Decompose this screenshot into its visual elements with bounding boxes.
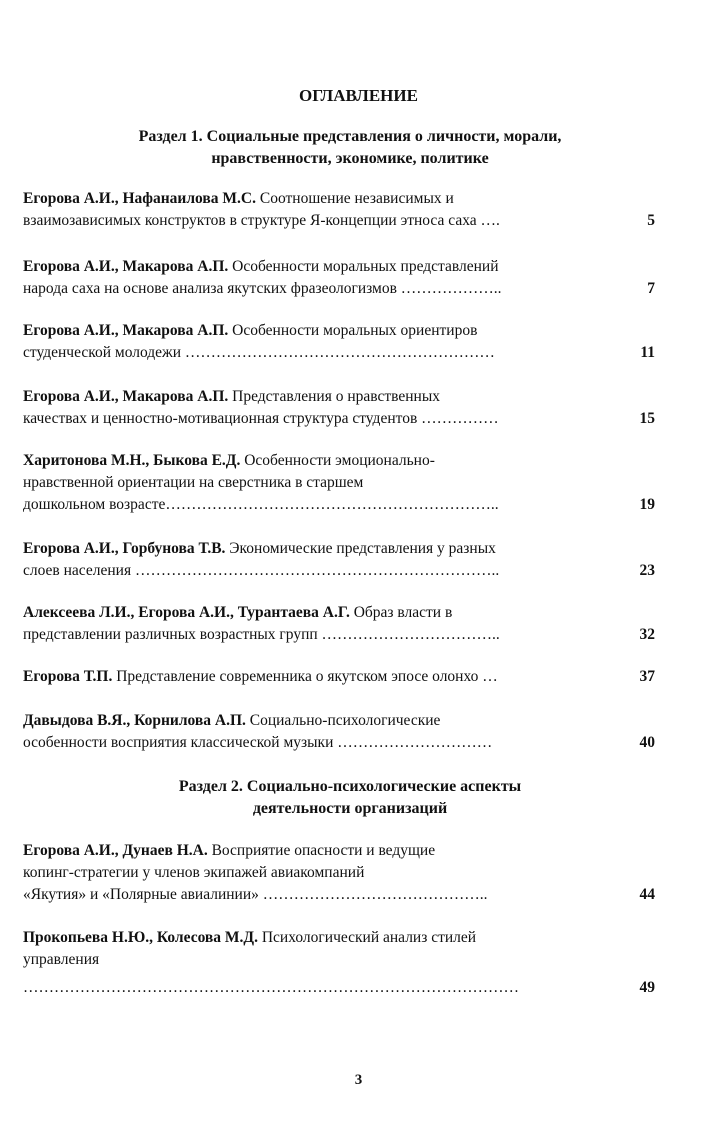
toc-entry[interactable] [23, 320, 655, 364]
entry-title-continued: нравственной ориентации на сверстника в старшем [23, 474, 364, 491]
entry-authors: Егорова А.И., Дунаев Н.А. [23, 842, 208, 859]
entry-authors: Давыдова В.Я., Корнилова А.П. [23, 712, 246, 729]
toc-entry[interactable] [23, 450, 655, 516]
page-number: 3 [354, 1072, 363, 1088]
toc-entry[interactable] [23, 666, 655, 688]
entry-page-number: 19 [639, 496, 655, 513]
toc-entry[interactable] [23, 602, 655, 646]
entry-title: Особенности эмоционально- [240, 452, 435, 469]
section-heading-line: нравственности, экономике, политике [211, 150, 489, 167]
entry-title-end: представлении различных возрастных групп …………………………….. [23, 626, 500, 643]
entry-title: Восприятие опасности и ведущие [207, 842, 436, 859]
entry-title-end: дошкольном возрасте……………………………………………………….. [23, 496, 499, 513]
entry-authors: Егорова А.И., Нафанаилова М.С. [23, 190, 256, 207]
section-heading-line: Раздел 2. Социально-психологические аспекты [178, 778, 522, 795]
toc-entry[interactable] [23, 256, 655, 300]
entry-title-end: студенческой молодежи …………………………………………………… [23, 344, 495, 361]
entry-title: Представления о нравственных [228, 388, 440, 405]
entry-title-continued: копинг-стратегии у членов экипажей авиакомпаний [23, 864, 365, 881]
section-heading-line: деятельности организаций [252, 800, 448, 817]
entry-page-number: 40 [639, 734, 655, 751]
entry-title-end: народа саха на основе анализа якутских фразеологизмов ……………….. [23, 280, 502, 297]
entry-title: Психологический анализ стилей [257, 929, 477, 946]
entry-authors: Алексеева Л.И., Егорова А.И., Турантаева А.Г. [23, 604, 350, 621]
section-heading-line: Раздел 1. Социальные представления о личности, морали, [138, 128, 562, 145]
entry-page-number: 11 [640, 344, 655, 361]
entry-title: Социально-психологические [245, 712, 441, 729]
entry-leader-dots: …………………………………………………………………………………… [23, 979, 519, 996]
toc-entry[interactable] [23, 188, 655, 232]
toc-title: ОГЛАВЛЕНИЕ [299, 86, 418, 105]
entry-authors: Егорова А.И., Макарова А.П. [23, 388, 229, 405]
entry-authors: Егорова А.И., Макарова А.П. [23, 322, 229, 339]
entry-page-number: 44 [639, 886, 655, 903]
toc-entry[interactable] [23, 538, 655, 582]
entry-title-end: взаимозависимых конструктов в структуре Я-концепции этноса саха …. [23, 212, 500, 229]
section-1-heading [30, 126, 670, 170]
toc-entry[interactable] [23, 927, 655, 999]
entry-title: Экономические представления у разных [225, 540, 496, 557]
entry-page-number: 15 [639, 410, 655, 427]
entry-authors: Егорова А.И., Горбунова Т.В. [23, 540, 226, 557]
entry-title: Соотношение независимых и [256, 190, 454, 207]
entry-page-number: 49 [639, 979, 655, 996]
entry-title-end: «Якутия» и «Полярные авиалинии» …………………………………….. [23, 886, 488, 903]
entry-authors: Прокопьева Н.Ю., Колесова М.Д. [23, 929, 258, 946]
entry-title: Представление современника о якутском эпосе олонхо … [112, 668, 498, 685]
entry-title: Образ власти в [349, 604, 453, 621]
entry-title-end: слоев населения …………………………………………………………….. [23, 562, 500, 579]
section-2-heading [30, 776, 670, 820]
entry-authors: Егорова А.И., Макарова А.П. [23, 258, 229, 275]
entry-authors: Харитонова М.Н., Быкова Е.Д. [23, 452, 241, 469]
entry-page-number: 5 [647, 212, 655, 229]
entry-page-number: 7 [647, 280, 655, 297]
entry-title: Особенности моральных представлений [228, 258, 499, 275]
entry-title-end: особенности восприятия классической музыки ………………………… [23, 734, 493, 751]
toc-entry[interactable] [23, 386, 655, 430]
entry-page-number: 32 [639, 626, 655, 643]
entry-page-number: 37 [639, 668, 655, 685]
toc-entry[interactable] [23, 840, 655, 906]
entry-title-end: качествах и ценностно-мотивационная структура студентов …………… [23, 410, 499, 427]
entry-title: Особенности моральных ориентиров [228, 322, 478, 339]
entry-title-continued: управления [23, 951, 100, 968]
entry-page-number: 23 [639, 562, 655, 579]
entry-authors: Егорова Т.П. [23, 668, 113, 685]
toc-entry[interactable] [23, 710, 655, 754]
